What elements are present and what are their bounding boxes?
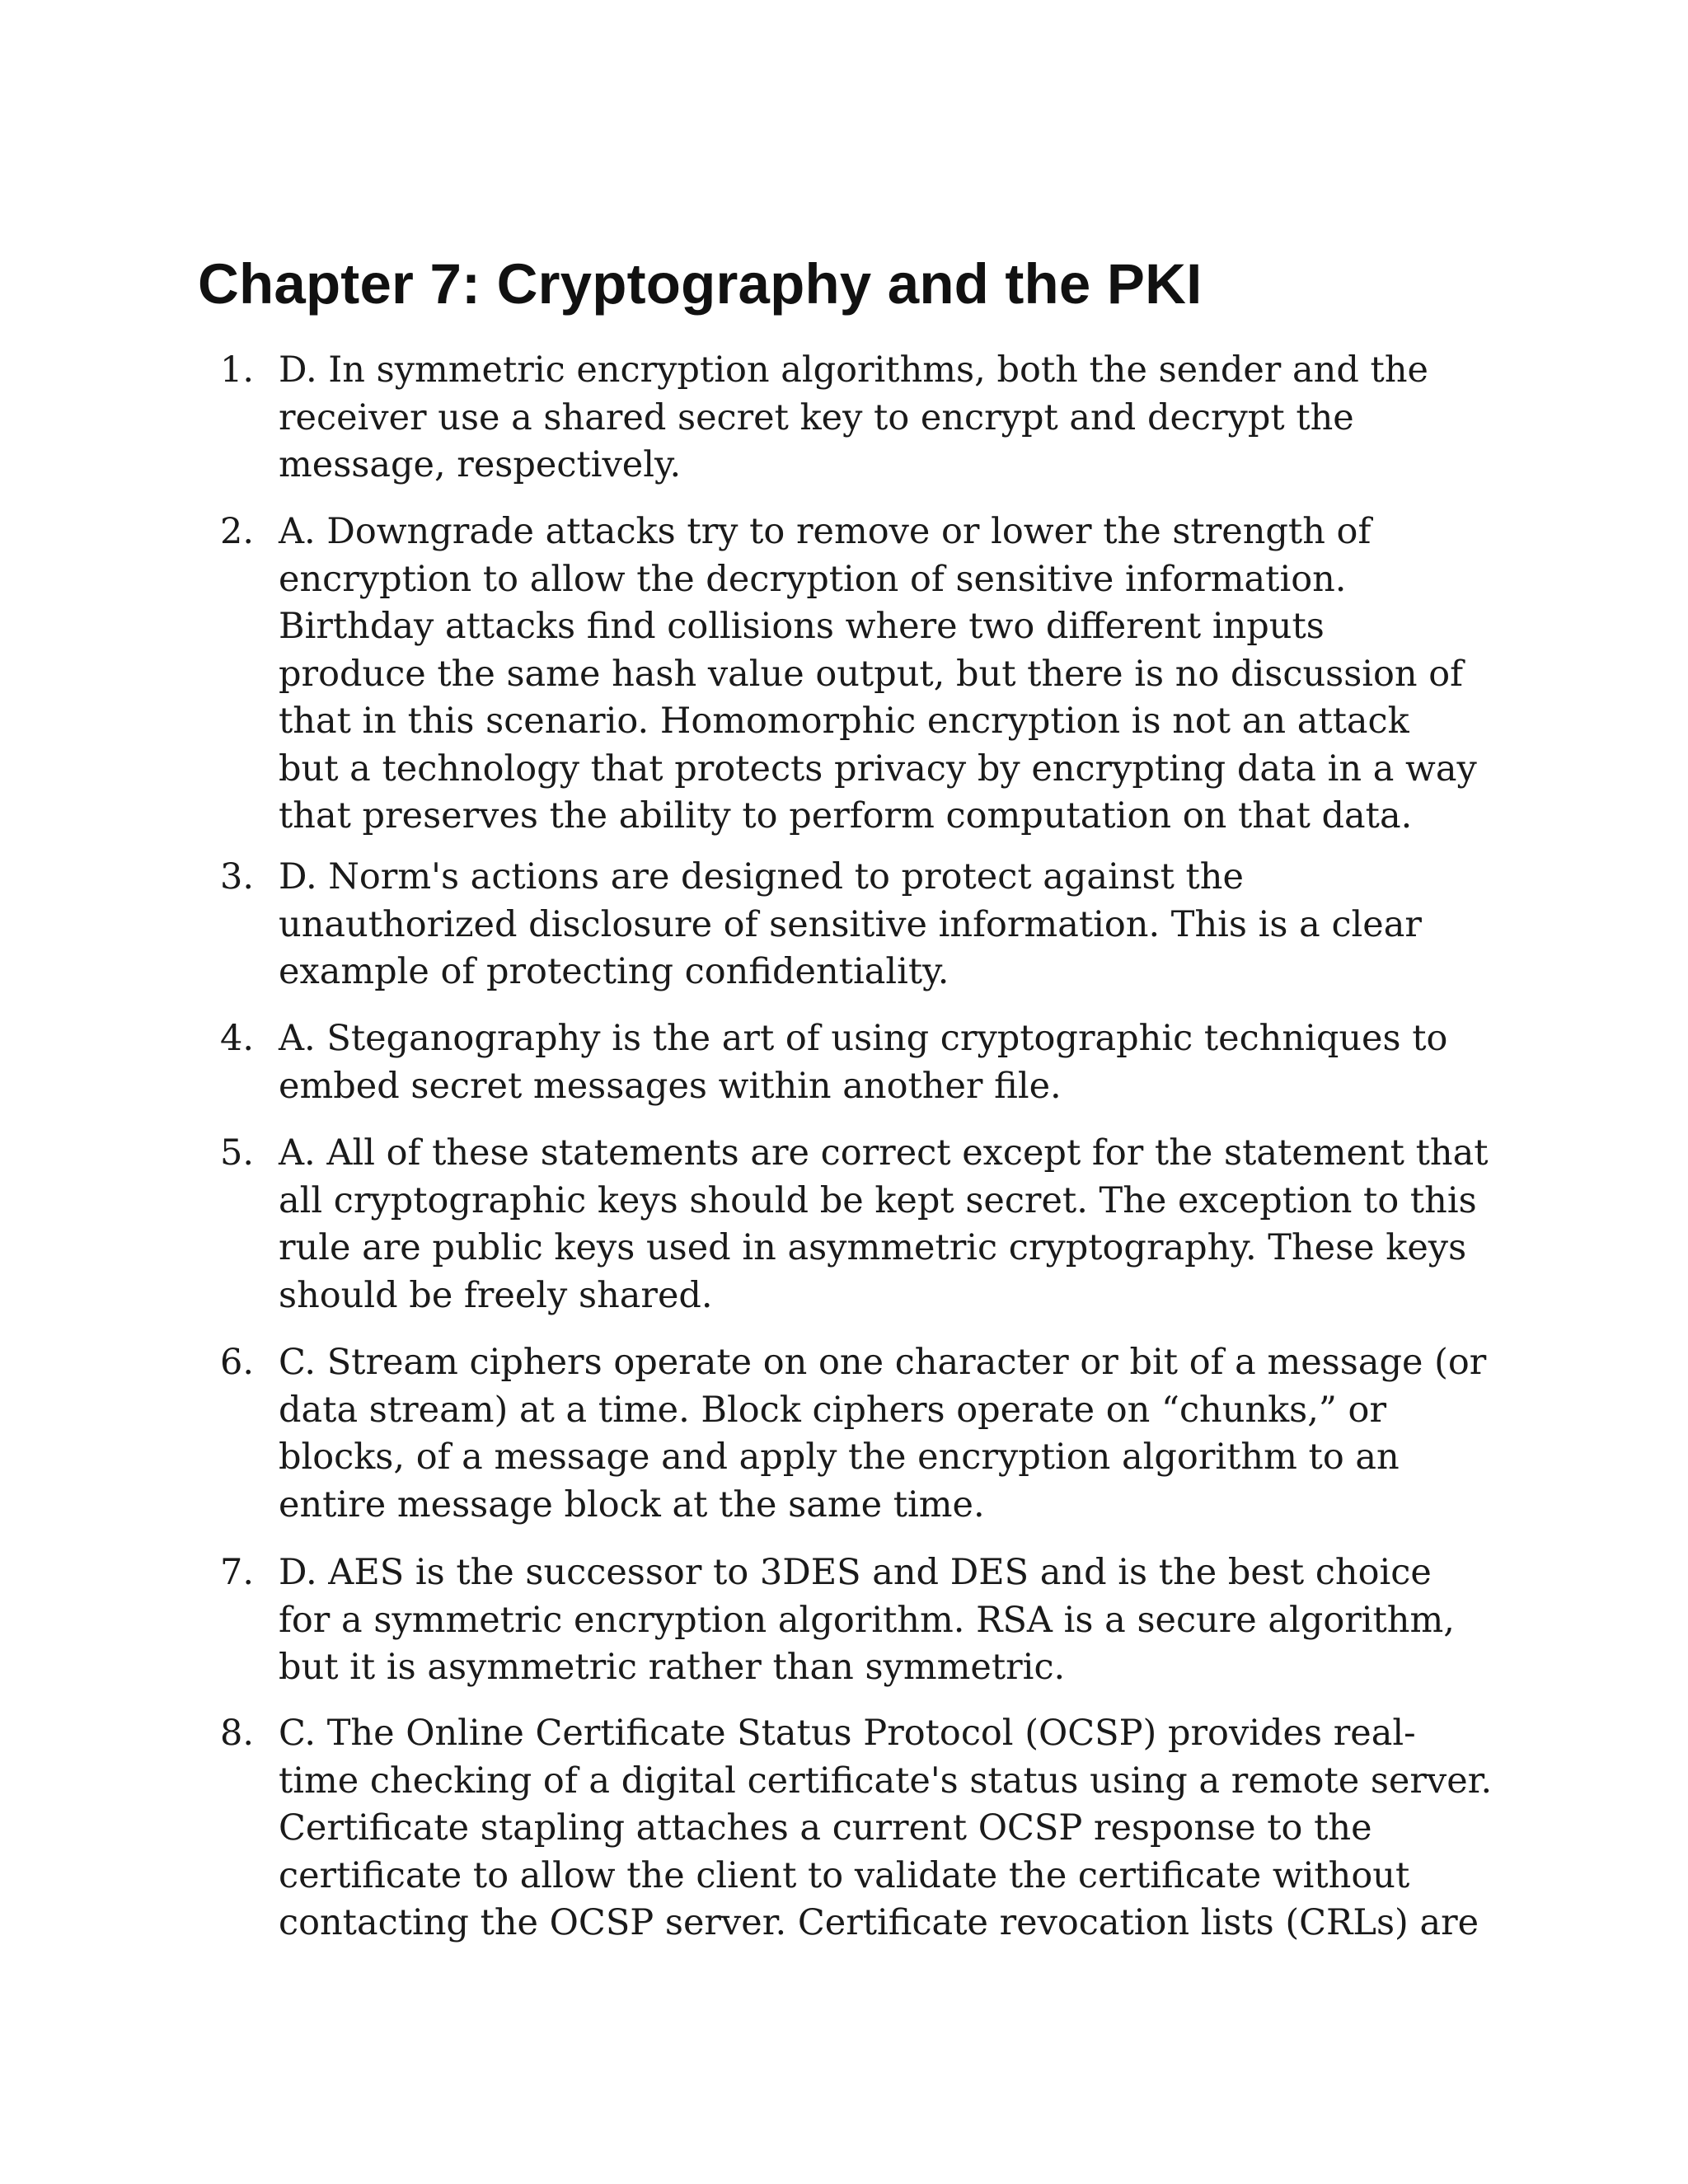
answer-number: 6.: [219, 1342, 254, 1383]
answer-text-line: certificate to allow the client to validate the certificate without: [279, 1854, 1410, 1896]
answer-text-line: D. In symmetric encryption algorithms, both the sender and the: [279, 349, 1428, 391]
answer-text-line: produce the same hash value output, but there is no discussion of: [279, 653, 1464, 695]
answer-text-line: but it is asymmetric rather than symmetric.: [279, 1647, 1066, 1688]
answer-text-line: encryption to allow the decryption of sensitive information.: [279, 558, 1347, 600]
answer-text-line: A. All of these statements are correct except for the statement that: [279, 1132, 1489, 1174]
answer-text-line: Birthday attacks find collisions where two different inputs: [279, 606, 1325, 647]
answer-text-line: data stream) at a time. Block ciphers operate on “chunks,” or: [279, 1389, 1387, 1431]
answer-number: 7.: [219, 1552, 254, 1593]
answer-text-line: example of protecting confidentiality.: [279, 951, 950, 992]
answer-text-line: receiver use a shared secret key to encrypt and decrypt the: [279, 396, 1354, 438]
answer-number: 3.: [219, 856, 254, 898]
answer-number: 4.: [219, 1018, 254, 1059]
answer-text-line: Certificate stapling attaches a current OCSP response to the: [279, 1807, 1372, 1849]
answer-number: 5.: [219, 1132, 254, 1174]
answer-text-line: contacting the OCSP server. Certificate revocation lists (CRLs) are: [279, 1902, 1479, 1943]
answer-text-line: C. Stream ciphers operate on one character or bit of a message (or: [279, 1342, 1487, 1383]
answer-text-line: embed secret messages within another file.: [279, 1065, 1062, 1107]
answer-text-line: C. The Online Certificate Status Protocol (OCSP) provides real-: [279, 1713, 1416, 1754]
answer-text-line: that preserves the ability to perform computation on that data.: [279, 795, 1413, 837]
answer-text-line: rule are public keys used in asymmetric cryptography. These keys: [279, 1227, 1467, 1268]
answer-text-line: entire message block at the same time.: [279, 1483, 985, 1526]
answer-text-line: message, respectively.: [279, 444, 682, 485]
answer-text-line: all cryptographic keys should be kept secret. The exception to this: [279, 1179, 1477, 1221]
answer-text-line: D. Norm's actions are designed to protect against the: [279, 856, 1244, 898]
answer-number: 1.: [219, 349, 254, 391]
answer-text-line: but a technology that protects privacy by encrypting data in a way: [279, 748, 1477, 790]
answer-text-line: A. Downgrade attacks try to remove or lower the strength of: [279, 511, 1372, 552]
answer-text-line: D. AES is the successor to 3DES and DES and is the best choice: [279, 1552, 1432, 1593]
answer-text-line: A. Steganography is the art of using cryptographic techniques to: [279, 1018, 1448, 1059]
answer-text-line: for a symmetric encryption algorithm. RSA is a secure algorithm,: [279, 1599, 1455, 1641]
answer-text-line: blocks, of a message and apply the encryption algorithm to an: [279, 1436, 1400, 1478]
answer-text-line: that in this scenario. Homomorphic encryption is not an attack: [279, 701, 1409, 742]
chapter-title: Chapter 7: Cryptography and the PKI: [198, 252, 1203, 316]
answer-text-line: should be freely shared.: [279, 1274, 713, 1316]
answer-text-line: time checking of a digital certificate's status using a remote server.: [279, 1760, 1493, 1802]
answer-text-line: unauthorized disclosure of sensitive information. This is a clear: [279, 903, 1422, 945]
answer-number: 8.: [219, 1713, 254, 1754]
answer-number: 2.: [219, 511, 254, 552]
